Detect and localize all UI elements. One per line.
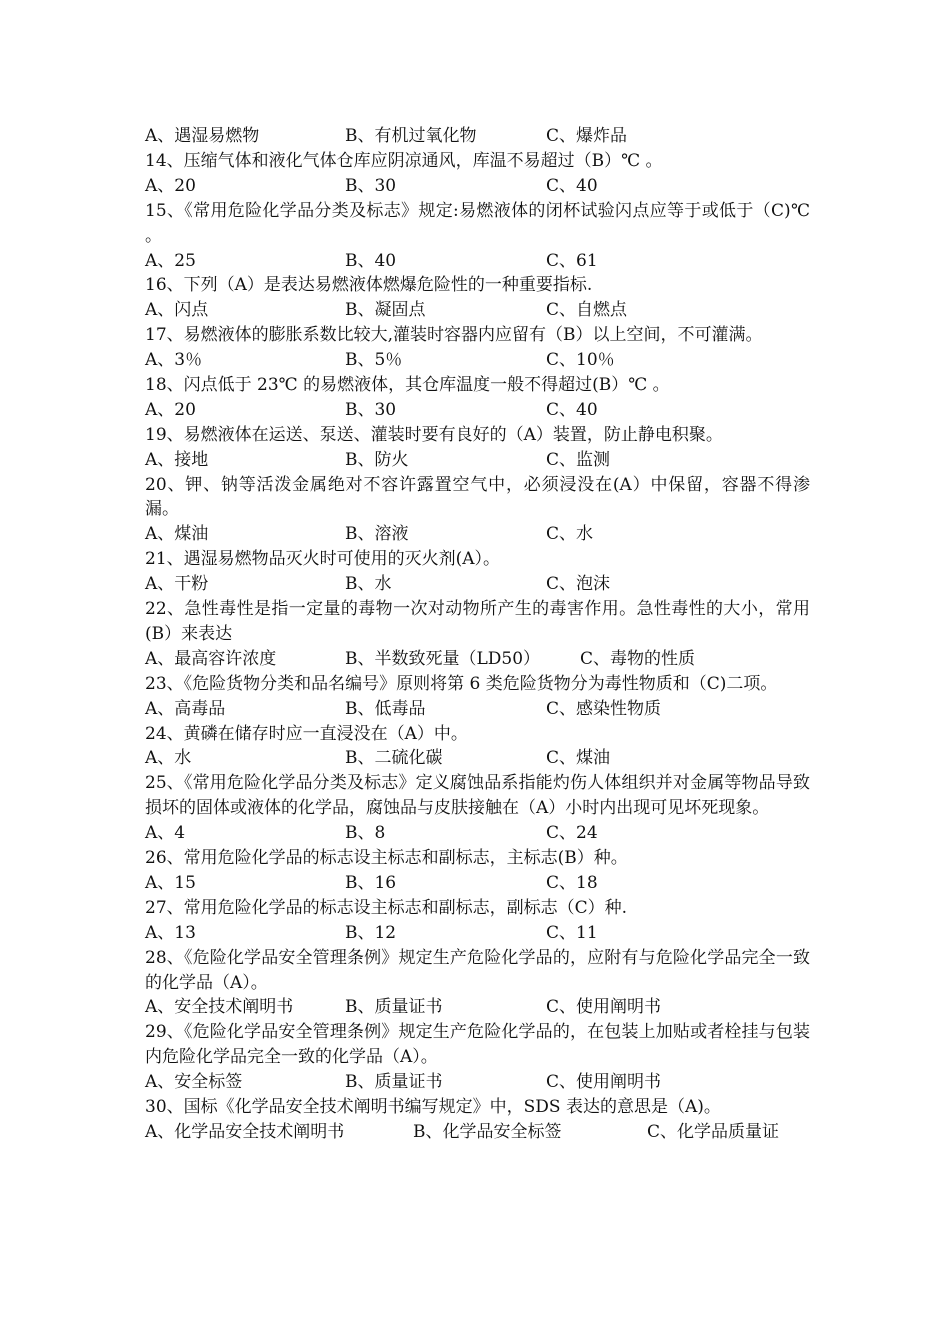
question-text: 23、《危险货物分类和品名编号》原则将第 6 类危险货物分为毒性物质和（C)二项。 xyxy=(145,673,778,694)
option-row xyxy=(145,448,810,473)
option-b: B、有机过氧化物 xyxy=(345,126,477,146)
option-c: C、自燃点 xyxy=(546,300,628,321)
option-c: C、18 xyxy=(546,872,598,893)
option-b: B、12 xyxy=(345,922,397,943)
option-a: A、高毒品 xyxy=(145,698,226,719)
option-row xyxy=(145,871,810,896)
option-a: A、水 xyxy=(145,748,192,769)
option-row xyxy=(145,995,810,1020)
option-row xyxy=(145,348,810,373)
option-row xyxy=(145,124,810,149)
option-a: A、化学品安全技术阐明书 xyxy=(145,1121,345,1142)
option-row xyxy=(145,647,810,672)
option-a: A、15 xyxy=(145,872,196,893)
option-b: B、40 xyxy=(345,250,397,271)
option-b: B、质量证书 xyxy=(345,997,443,1018)
option-c: C、化学品质量证 xyxy=(647,1121,780,1142)
option-a: A、接地 xyxy=(145,449,209,470)
option-row xyxy=(145,298,810,323)
question-text: 16、下列（A）是表达易燃液体燃爆危险性的一种重要指标. xyxy=(145,275,593,296)
option-a: A、20 xyxy=(145,399,196,420)
option-b: B、8 xyxy=(345,823,386,844)
option-b: B、凝固点 xyxy=(345,300,426,321)
option-a: A、25 xyxy=(145,250,196,271)
option-row xyxy=(145,921,810,946)
option-b: B、16 xyxy=(345,872,397,893)
option-row xyxy=(145,398,810,423)
option-c: C、使用阐明书 xyxy=(546,997,662,1018)
option-row xyxy=(145,821,810,846)
option-b: B、二硫化碳 xyxy=(345,748,443,769)
question-text: 25、《常用危险化学品分类及标志》定义腐蚀品系指能灼伤人体组织并对金属等物品导致损坏的固体或液体的化学品，腐蚀品与皮肤接触在（A）小时内出现可见坏死现象。 xyxy=(145,773,810,819)
option-row xyxy=(145,572,810,597)
option-c: C、爆炸品 xyxy=(546,126,628,146)
option-a: A、遇湿易燃物 xyxy=(145,126,260,146)
option-a: A、3％ xyxy=(145,350,203,371)
option-b: B、溶液 xyxy=(345,524,409,545)
option-b: B、防火 xyxy=(345,449,409,470)
document-body xyxy=(145,124,810,1145)
question-text: 24、黄磷在储存时应一直浸没在（A）中。 xyxy=(145,723,468,744)
option-row xyxy=(145,697,810,722)
option-a: A、煤油 xyxy=(145,524,209,545)
option-a: A、干粉 xyxy=(145,574,209,595)
option-b: B、半数致死量（LD50） xyxy=(345,648,541,669)
question-text: 22、急性毒性是指一定量的毒物一次对动物所产生的毒害作用。急性毒性的大小，常用(B）来表达 xyxy=(145,599,810,644)
option-row xyxy=(145,522,810,547)
option-b: B、质量证书 xyxy=(345,1072,443,1093)
question-text: 29、《危险化学品安全管理条例》规定生产危险化学品的，在包装上加贴或者栓挂与包装内危险化学品完全一致的化学品（A）。 xyxy=(145,1022,810,1068)
question-text: 20、钾、钠等活泼金属绝对不容许露置空气中，必须浸没在(A）中保留，容器不得渗漏。 xyxy=(145,474,810,520)
option-row xyxy=(145,249,810,274)
option-a: A、安全标签 xyxy=(145,1072,243,1093)
option-row xyxy=(145,746,810,771)
option-a: A、安全技术阐明书 xyxy=(145,997,294,1018)
option-b: B、水 xyxy=(345,574,392,595)
question-text: 15、《常用危险化学品分类及标志》规定:易燃液体的闭杯试验闪点应等于或低于（C)℃ 。 xyxy=(145,200,810,246)
option-b: B、5％ xyxy=(345,350,403,371)
option-c: C、11 xyxy=(546,922,598,943)
option-c: C、61 xyxy=(546,250,598,271)
question-text: 17、易燃液体的膨胀系数比较大,灌装时容器内应留有（B）以上空间，不可灌满。 xyxy=(145,325,763,346)
option-b: B、低毒品 xyxy=(345,698,426,719)
question-text: 18、闪点低于 23℃ 的易燃液体，其仓库温度一般不得超过(B）℃ 。 xyxy=(145,374,670,395)
option-row xyxy=(145,174,810,199)
option-a: A、4 xyxy=(145,823,186,844)
option-c: C、监测 xyxy=(546,449,611,470)
option-a: A、20 xyxy=(145,175,196,196)
option-row xyxy=(145,1070,810,1095)
option-b: B、30 xyxy=(345,399,397,420)
option-c: C、煤油 xyxy=(546,748,611,769)
question-text: 14、压缩气体和液化气体仓库应阴凉通风，库温不易超过（B）℃ 。 xyxy=(145,150,663,171)
option-c: C、使用阐明书 xyxy=(546,1072,662,1093)
question-text: 27、常用危险化学品的标志设主标志和副标志，副标志（C）种. xyxy=(145,897,628,918)
option-c: C、毒物的性质 xyxy=(580,648,696,669)
option-c: C、40 xyxy=(546,175,598,196)
option-c: C、24 xyxy=(546,823,598,844)
question-text: 21、遇湿易燃物品灭火时可使用的灭火剂(A）。 xyxy=(145,549,501,570)
option-a: A、最高容许浓度 xyxy=(145,648,277,669)
option-b: B、30 xyxy=(345,175,397,196)
option-row xyxy=(145,1120,810,1145)
question-text: 28、《危险化学品安全管理条例》规定生产危险化学品的，应附有与危险化学品完全一致的化学品（A）。 xyxy=(145,947,810,993)
option-c: C、40 xyxy=(546,399,598,420)
option-a: A、13 xyxy=(145,922,196,943)
option-c: C、感染性物质 xyxy=(546,698,662,719)
option-a: A、闪点 xyxy=(145,300,209,321)
question-text: 30、国标《化学品安全技术阐明书编写规定》中，SDS 表达的意思是（A)。 xyxy=(145,1097,721,1118)
option-c: C、10％ xyxy=(546,350,615,371)
option-c: C、水 xyxy=(546,524,594,545)
question-text: 26、常用危险化学品的标志设主标志和副标志，主标志(B）种。 xyxy=(145,848,628,869)
option-b: B、化学品安全标签 xyxy=(413,1121,562,1142)
option-c: C、泡沫 xyxy=(546,574,611,595)
question-text: 19、易燃液体在运送、泵送、灌装时要有良好的（A）装置，防止静电积聚。 xyxy=(145,424,723,445)
